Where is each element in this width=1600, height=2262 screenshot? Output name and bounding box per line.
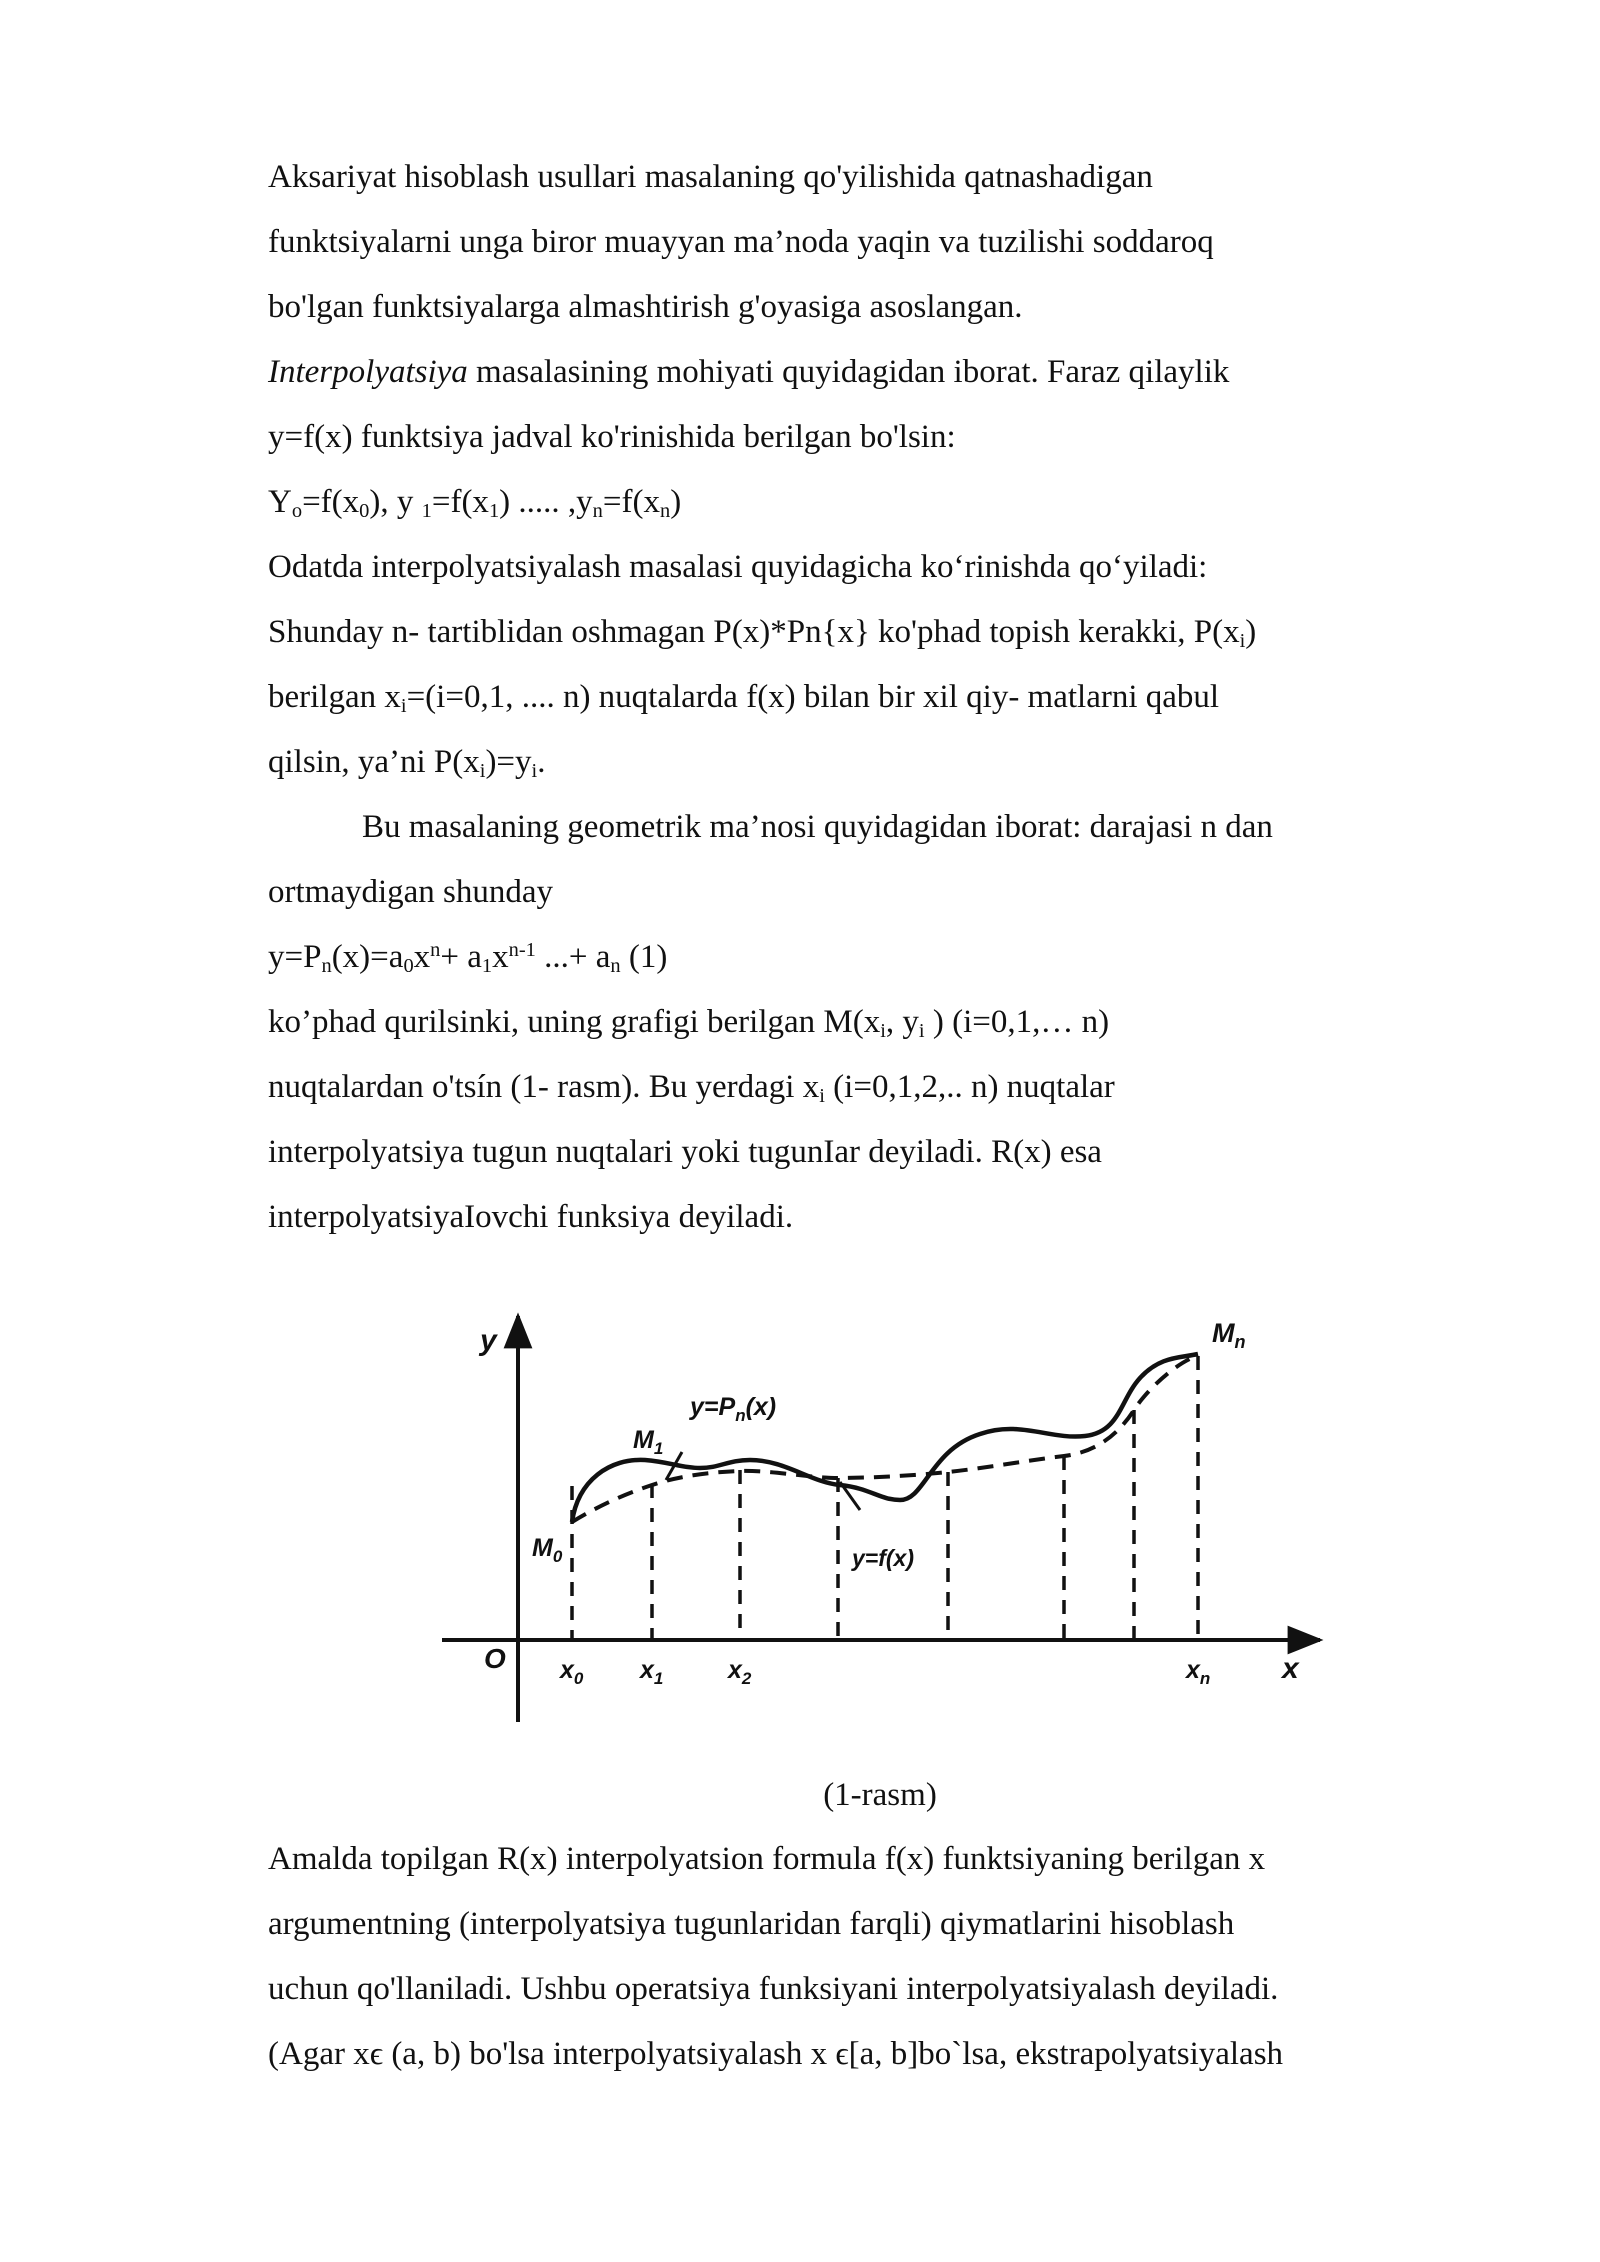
paragraph-line: bo'lgan funktsiyalarga almashtirish g'oyasiga asoslangan. [268,289,1023,325]
paragraph-line: Interpolyatsiya masalasining mohiyati quyidagidan iborat. Faraz qilaylik [268,354,1230,390]
paragraph-line: y=f(x) funktsiya jadval ko'rinishida berilgan bo'lsin: [268,419,956,455]
pn-label: $y=P_n(x)$ [690,1393,777,1425]
fx-label: y=f(x) [852,1545,914,1571]
x0-label: $x_0$ [560,1656,584,1688]
x-axis-label: x [1282,1652,1299,1685]
formula-line: $y=P_n(x)=a_0x^n+ a_1x^{n-1}$ ...+ $a_n$ (1) [268,938,668,978]
formula-line: $Y_o=f(x_0)$, y $_1=f(x_1)$ ..... $,y_n=f(x_n)$ [268,484,682,523]
m1-label: $M_1$ [633,1426,664,1458]
paragraph-line: argumentning (interpolyatsiya tugunlaridan farqli) qiymatlarini hisoblash [268,1906,1235,1942]
x1-label: $x_1$ [640,1656,664,1688]
paragraph-line: Bu masalaning geometrik ma’nosi quyidagidan iborat: darajasi n dan [362,809,1273,845]
interpolation-figure [420,1300,1340,1740]
paragraph-line: ortmaydigan shunday [268,874,554,910]
paragraph-line: Aksariyat hisoblash usullari masalaning qo'yilishida qatnashadigan [268,159,1153,195]
mn-label: $M_n$ [1212,1318,1246,1352]
paragraph-line: ko’phad qurilsinki, uning grafigi berilgan $M(x_i$, $y_i$ ) (i=0,1,… n) [268,1004,1110,1043]
paragraph-line: Shunday n- tartiblidan oshmagan P(x)*Pn{x} ko'phad topish kerakki, $P(x_i)$ [268,614,1257,653]
paragraph-line: funktsiyalarni unga biror muayyan ma’noda yaqin va tuzilishi soddaroq [268,224,1214,260]
function-curve [572,1354,1198,1522]
paragraph-line: interpolyatsiya tugun nuqtalari yoki tugunIar deyiladi. R(x) esa [268,1134,1102,1170]
paragraph-line: nuqtalardan o'tsín (1- rasm). Bu yerdagi $x_i$ (i=0,1,2,.. n) nuqtalar [268,1069,1115,1108]
paragraph-line: uchun qo'llaniladi. Ushbu operatsiya funksiyani interpolyatsiyalash deyiladi. [268,1971,1279,2007]
m0-label: $M_0$ [532,1534,563,1566]
figure-caption: (1-rasm) [823,1777,937,1813]
interpolation-term: Interpolyatsiya [268,354,468,390]
paragraph-line: Odatda interpolyatsiyalash masalasi quyidagicha ko‘rinishda qo‘yiladi: [268,549,1208,585]
paragraph-line: qilsin, ya’ni $P(x_i)=y_i$. [268,744,546,783]
paragraph-line: (Agar xϵ (a, b) bo'lsa interpolyatsiyalash x ϵ[a, b]bo`lsa, ekstrapolyatsiyalash [268,2036,1284,2072]
xn-label: $x_n$ [1186,1656,1211,1688]
y-axis-label: y [480,1324,497,1357]
origin-label: O [484,1643,506,1674]
x2-label: $x_2$ [728,1656,752,1688]
paragraph-line: berilgan $x_i=(i=0,1$, .... n) nuqtalarda f(x) bilan bir xil qiy- matlarni qabul [268,679,1220,718]
paragraph-line: Amalda topilgan R(x) interpolyatsion formula f(x) funktsiyaning berilgan x [268,1841,1266,1877]
paragraph-line: interpolyatsiyaIovchi funksiya deyiladi. [268,1199,794,1235]
